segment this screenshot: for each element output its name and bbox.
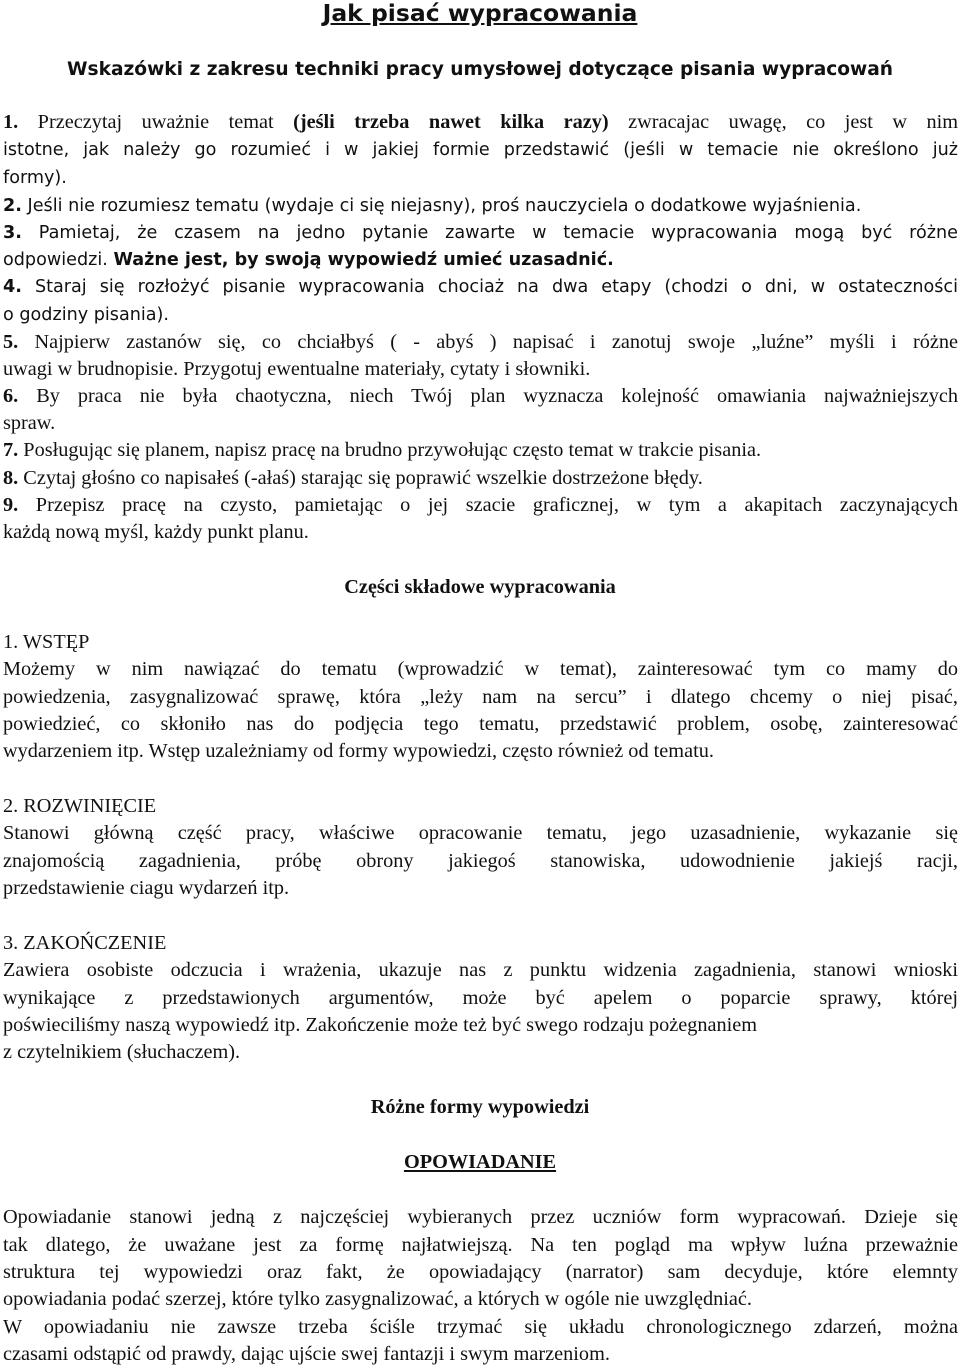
section-ending-line-4: z czytelnikiem (słuchaczem). — [3, 1041, 241, 1063]
tip-1-number: 1. — [3, 111, 19, 133]
parts-heading: Części składowe wypracowania — [344, 576, 616, 598]
tip-7-text: Posługując się planem, napisz pracę na brudno przywołując często temat w trakcie pisania. — [18, 439, 762, 461]
tip-5-line-1 — [3, 329, 958, 356]
tip-2-text: Jeśli nie rozumiesz tematu (wydaje ci się niejasny), proś nauczyciela o dodatkowe wyjaśnienia. — [21, 196, 862, 216]
tip-5-line-2: uwagi w brudnopisie. Przygotuj ewentualne materiały, cytaty i słowniki. — [3, 358, 591, 380]
tip-2-line-1 — [3, 193, 958, 220]
forms-paragraph-line-1: Opowiadanie stanowi jedną z najczęściej wybieranych przez uczniów form wypracowań. Dzieje się — [3, 1206, 958, 1228]
tip-9-text: Przepisz pracę na czysto, pamietając o jej szacie graficznej, w tym a akapitach zaczynających — [18, 494, 958, 516]
tip-5-text: Najpierw zastanów się, co chciałbyś ( - abyś ) napisać i zanotuj swoje „luźne” myśli i różne — [18, 331, 958, 353]
tip-6-line-1 — [3, 383, 958, 410]
section-body-line-3: przedstawienie ciagu wydarzeń itp. — [3, 877, 290, 899]
section-ending-line-2: wynikające z przedstawionych argumentów, może być apelem o poparcie sprawy, której — [3, 987, 958, 1009]
forms-paragraph-line-4: opowiadania podać szerzej, które tylko zasygnalizować, a których w ogóle nie uwzględniać. — [3, 1288, 752, 1310]
tip-8-number: 8. — [3, 467, 19, 489]
tip-6-text: By praca nie była chaotyczna, niech Twój plan wyznacza kolejność omawiania najważniejszych — [18, 385, 958, 407]
tip-3-number: 3. — [3, 223, 22, 243]
section-body-line-2: znajomością zagadnienia, próbę obrony jakiegoś stanowiska, udowodnienie jakiejś racji, — [3, 850, 958, 872]
tip-4-line-2: o godziny pisania). — [3, 305, 170, 325]
tip-4-number: 4. — [3, 277, 22, 297]
tip-3-text: Pamietaj, że czasem na jedno pytanie zawarte w temacie wypracowania mogą być różne — [21, 223, 958, 243]
tip-5-number: 5. — [3, 331, 19, 353]
tip-3-bold: Ważne jest, by swoją wypowiedź umieć uzasadnić. — [113, 250, 614, 270]
forms-paragraph-line-3: struktura tej wypowiedzi oraz fakt, że opowiadający (narrator) sam decyduje, które elemnty — [3, 1261, 958, 1283]
tip-6-line-2: spraw. — [3, 412, 56, 434]
tip-1-line-2: istotne, jak należy go rozumieć i w jakiej formie przedstawić (jeśli w temacie nie określono już — [3, 140, 958, 160]
tip-7-number: 7. — [3, 439, 19, 461]
tip-9-number: 9. — [3, 494, 19, 516]
tip-8-text: Czytaj głośno co napisałeś (-ałaś) starając się poprawić wszelkie dostrzeżone błędy. — [18, 467, 703, 489]
forms-paragraph-line-6: czasami odstąpić od prawdy, dając ujście swej fantazji i swym marzeniom. — [3, 1343, 610, 1365]
section-intro-heading: 1. WSTĘP — [3, 631, 90, 653]
tip-3-line-2 — [3, 247, 958, 274]
section-ending-line-3: poświeciliśmy naszą wypowiedź itp. Zakończenie może też być swego rodzaju pożegnaniem — [3, 1014, 758, 1036]
tip-2-number: 2. — [3, 196, 22, 216]
tip-1-text-a: Przeczytaj uważnie temat — [18, 111, 294, 133]
tip-6-number: 6. — [3, 385, 19, 407]
section-intro-line-2: powiedzenia, zasygnalizować sprawę, która „leży nam na sercu” i dlatego chcemy o niej pisać, — [3, 686, 958, 708]
section-intro-line-4: wydarzeniem itp. Wstęp uzależniamy od formy wypowiedzi, często również od tematu. — [3, 740, 714, 762]
section-body-line-1: Stanowi główną część pracy, właściwe opracowanie tematu, jego uzasadnienie, wykazanie się — [3, 822, 958, 844]
document-title: Jak pisać wypracowania — [322, 0, 638, 27]
tip-8-line-1 — [3, 465, 958, 492]
tip-3-text-2: odpowiedzi. — [3, 250, 114, 270]
tip-1-line-3: formy). — [3, 168, 67, 188]
section-intro-line-1: Możemy w nim nawiązać do tematu (wprowadzić w temat), zainteresować tym co mamy do — [3, 658, 958, 680]
document-subtitle: Wskazówki z zakresu techniki pracy umysłowej dotyczące pisania wypracowań — [67, 59, 893, 80]
tip-7-line-1 — [3, 437, 958, 464]
tip-9-line-1 — [3, 492, 958, 519]
tip-4-line-1 — [3, 274, 958, 301]
tip-1-line-1 — [3, 109, 958, 136]
forms-heading: Różne formy wypowiedzi — [370, 1096, 590, 1118]
tip-9-line-2: każdą nową myśl, każdy punkt planu. — [3, 521, 309, 543]
forms-subheading: OPOWIADANIE — [403, 1151, 557, 1173]
tip-1-bold: (jeśli trzeba nawet kilka razy) — [293, 111, 609, 133]
section-ending-line-1: Zawiera osobiste odczucia i wrażenia, ukazuje nas z punktu widzenia zagadnienia, stanowi wnioski — [3, 959, 958, 981]
section-intro-line-3: powiedzieć, co skłoniło nas do podjęcia tego tematu, przedstawić problem, osobę, zainteresować — [3, 713, 958, 735]
forms-paragraph-line-5: W opowiadaniu nie zawsze trzeba ściśle trzymać się układu chronologicznego zdarzeń, można — [3, 1316, 958, 1338]
section-body-heading: 2. ROZWINIĘCIE — [3, 795, 157, 817]
tip-3-line-1 — [3, 220, 958, 247]
section-ending-heading: 3. ZAKOŃCZENIE — [3, 932, 167, 954]
forms-paragraph-line-2: tak dlatego, że uważane jest za formę najłatwiejszą. Na ten pogląd ma wpływ luźna przeważnie — [3, 1234, 958, 1256]
tip-4-text: Staraj się rozłożyć pisanie wypracowania chociaż na dwa etapy (chodzi o dni, w ostateczności — [21, 277, 958, 297]
tip-1-text-c: zwracajac uwagę, co jest w nim — [608, 111, 958, 133]
